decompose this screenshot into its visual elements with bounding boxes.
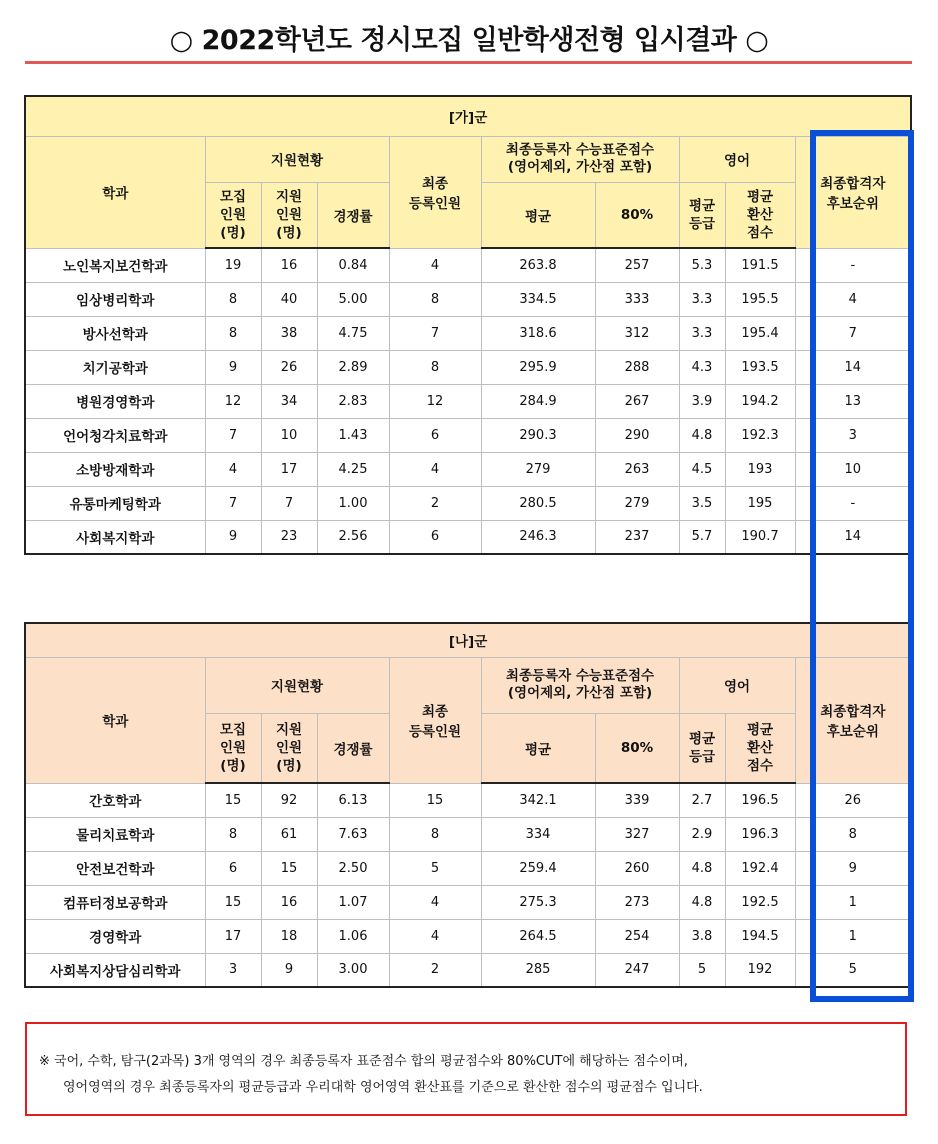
cell-eng-grade: 4.8 [679, 885, 725, 919]
cell-final-enrolled: 6 [389, 520, 481, 554]
cell-ratio: 1.06 [317, 919, 389, 953]
cell-applicants: 7 [261, 486, 317, 520]
cell-ratio: 3.00 [317, 953, 389, 987]
cell-eng-converted: 194.5 [725, 919, 795, 953]
cell-score-avg: 279 [481, 452, 595, 486]
cell-eng-grade: 5.3 [679, 248, 725, 282]
header-ratio: 경쟁률 [317, 713, 389, 783]
table-row [25, 350, 911, 384]
cell-final-enrolled: 2 [389, 953, 481, 987]
cell-applicants: 16 [261, 248, 317, 282]
cell-dept: 임상병리학과 [25, 282, 205, 316]
cell-eng-converted: 196.3 [725, 817, 795, 851]
cell-score-p80: 290 [595, 418, 679, 452]
cell-final-enrolled: 6 [389, 418, 481, 452]
cell-final-enrolled: 4 [389, 248, 481, 282]
group-label: [가]군 [25, 96, 911, 136]
cell-eng-converted: 195 [725, 486, 795, 520]
cell-eng-grade: 2.9 [679, 817, 725, 851]
cell-dept: 사회복지상담심리학과 [25, 953, 205, 987]
cell-score-avg: 295.9 [481, 350, 595, 384]
cell-final-enrolled: 4 [389, 452, 481, 486]
table-row [25, 919, 911, 953]
cell-score-p80: 279 [595, 486, 679, 520]
table-row [25, 248, 911, 282]
cell-waitlist-rank: 3 [795, 418, 911, 452]
cell-ratio: 5.00 [317, 282, 389, 316]
cell-ratio: 6.13 [317, 783, 389, 817]
cell-score-p80: 312 [595, 316, 679, 350]
cell-ratio: 2.56 [317, 520, 389, 554]
header-eng-converted: 평균 환산 점수 [725, 182, 795, 248]
cell-recruit: 15 [205, 885, 261, 919]
cell-recruit: 8 [205, 282, 261, 316]
cell-applicants: 17 [261, 452, 317, 486]
header-ratio: 경쟁률 [317, 182, 389, 248]
cell-score-avg: 342.1 [481, 783, 595, 817]
cell-eng-grade: 3.5 [679, 486, 725, 520]
cell-score-p80: 333 [595, 282, 679, 316]
cell-dept: 치기공학과 [25, 350, 205, 384]
cell-dept: 노인복지보건학과 [25, 248, 205, 282]
header-score-group: 최종등록자 수능표준점수 (영어제외, 가산점 포함) [481, 657, 679, 713]
cell-score-p80: 257 [595, 248, 679, 282]
cell-waitlist-rank: 8 [795, 817, 911, 851]
header-final-enrolled: 최종 등록인원 [389, 657, 481, 783]
header-score-group: 최종등록자 수능표준점수 (영어제외, 가산점 포함) [481, 136, 679, 182]
cell-dept: 컴퓨터정보공학과 [25, 885, 205, 919]
cell-waitlist-rank: 4 [795, 282, 911, 316]
cell-waitlist-rank: 13 [795, 384, 911, 418]
header-eng-grade: 평균 등급 [679, 713, 725, 783]
cell-applicants: 23 [261, 520, 317, 554]
cell-eng-grade: 4.8 [679, 851, 725, 885]
cell-eng-converted: 190.7 [725, 520, 795, 554]
cell-recruit: 4 [205, 452, 261, 486]
cell-ratio: 7.63 [317, 817, 389, 851]
cell-ratio: 1.00 [317, 486, 389, 520]
cell-score-p80: 273 [595, 885, 679, 919]
cell-dept: 방사선학과 [25, 316, 205, 350]
cell-final-enrolled: 4 [389, 919, 481, 953]
cell-eng-converted: 193.5 [725, 350, 795, 384]
cell-waitlist-rank: 5 [795, 953, 911, 987]
cell-eng-converted: 191.5 [725, 248, 795, 282]
cell-applicants: 26 [261, 350, 317, 384]
cell-applicants: 15 [261, 851, 317, 885]
cell-applicants: 34 [261, 384, 317, 418]
header-recruit: 모집 인원 (명) [205, 182, 261, 248]
header-apply-status: 지원현황 [205, 657, 389, 713]
cell-score-avg: 318.6 [481, 316, 595, 350]
cell-score-avg: 263.8 [481, 248, 595, 282]
cell-ratio: 2.50 [317, 851, 389, 885]
cell-score-avg: 259.4 [481, 851, 595, 885]
cell-score-p80: 327 [595, 817, 679, 851]
header-english: 영어 [679, 657, 795, 713]
table-row [25, 783, 911, 817]
header-p80: 80% [595, 713, 679, 783]
cell-waitlist-rank: 10 [795, 452, 911, 486]
title-underline [25, 61, 912, 64]
cell-score-avg: 290.3 [481, 418, 595, 452]
cell-score-p80: 339 [595, 783, 679, 817]
cell-dept: 물리치료학과 [25, 817, 205, 851]
header-p80: 80% [595, 182, 679, 248]
cell-applicants: 16 [261, 885, 317, 919]
cell-eng-grade: 5 [679, 953, 725, 987]
cell-ratio: 4.25 [317, 452, 389, 486]
cell-ratio: 4.75 [317, 316, 389, 350]
cell-final-enrolled: 15 [389, 783, 481, 817]
cell-score-p80: 260 [595, 851, 679, 885]
cell-waitlist-rank: 1 [795, 919, 911, 953]
cell-final-enrolled: 12 [389, 384, 481, 418]
cell-waitlist-rank: - [795, 486, 911, 520]
cell-eng-grade: 5.7 [679, 520, 725, 554]
cell-score-avg: 264.5 [481, 919, 595, 953]
header-waitlist: 최종합격자 후보순위 [795, 657, 911, 783]
header-apply-status: 지원현황 [205, 136, 389, 182]
cell-score-p80: 237 [595, 520, 679, 554]
table-row [25, 384, 911, 418]
cell-dept: 병원경영학과 [25, 384, 205, 418]
cell-recruit: 8 [205, 316, 261, 350]
header-applicants: 지원 인원 (명) [261, 182, 317, 248]
table-row [25, 953, 911, 987]
cell-recruit: 7 [205, 486, 261, 520]
cell-recruit: 7 [205, 418, 261, 452]
footnote-line-2: 영어영역의 경우 최종등록자의 평균등급과 우리대학 영어영역 환산표를 기준으로 환산한 점수의 평균점수 입니다. [63, 1080, 703, 1095]
header-recruit: 모집 인원 (명) [205, 713, 261, 783]
cell-applicants: 40 [261, 282, 317, 316]
cell-final-enrolled: 8 [389, 817, 481, 851]
cell-eng-converted: 192 [725, 953, 795, 987]
table-row [25, 452, 911, 486]
table-row [25, 885, 911, 919]
cell-ratio: 2.89 [317, 350, 389, 384]
cell-final-enrolled: 2 [389, 486, 481, 520]
cell-waitlist-rank: 9 [795, 851, 911, 885]
header-waitlist: 최종합격자 후보순위 [795, 136, 911, 248]
page-title: ○ 2022학년도 정시모집 일반학생전형 입시결과 ○ [169, 25, 769, 56]
header-applicants: 지원 인원 (명) [261, 713, 317, 783]
cell-waitlist-rank: - [795, 248, 911, 282]
cell-recruit: 8 [205, 817, 261, 851]
table-row [25, 817, 911, 851]
cell-applicants: 10 [261, 418, 317, 452]
cell-score-p80: 288 [595, 350, 679, 384]
cell-eng-converted: 195.5 [725, 282, 795, 316]
table-row [25, 418, 911, 452]
results-table-na [24, 622, 912, 988]
cell-eng-grade: 3.8 [679, 919, 725, 953]
cell-recruit: 9 [205, 520, 261, 554]
cell-applicants: 92 [261, 783, 317, 817]
header-dept: 학과 [25, 136, 205, 248]
cell-eng-converted: 194.2 [725, 384, 795, 418]
cell-dept: 소방방재학과 [25, 452, 205, 486]
cell-eng-grade: 4.8 [679, 418, 725, 452]
cell-waitlist-rank: 1 [795, 885, 911, 919]
cell-recruit: 6 [205, 851, 261, 885]
cell-score-p80: 267 [595, 384, 679, 418]
footnote-box [25, 1022, 907, 1116]
cell-final-enrolled: 7 [389, 316, 481, 350]
results-table-ga [24, 95, 912, 555]
cell-recruit: 19 [205, 248, 261, 282]
table-row [25, 520, 911, 554]
cell-dept: 유통마케팅학과 [25, 486, 205, 520]
cell-recruit: 9 [205, 350, 261, 384]
cell-eng-grade: 3.3 [679, 316, 725, 350]
cell-recruit: 15 [205, 783, 261, 817]
cell-final-enrolled: 8 [389, 350, 481, 384]
header-english: 영어 [679, 136, 795, 182]
cell-recruit: 12 [205, 384, 261, 418]
cell-score-avg: 284.9 [481, 384, 595, 418]
cell-eng-grade: 3.3 [679, 282, 725, 316]
cell-eng-grade: 4.3 [679, 350, 725, 384]
cell-waitlist-rank: 7 [795, 316, 911, 350]
cell-score-p80: 263 [595, 452, 679, 486]
header-eng-grade: 평균 등급 [679, 182, 725, 248]
cell-waitlist-rank: 14 [795, 350, 911, 384]
cell-score-avg: 334 [481, 817, 595, 851]
cell-eng-grade: 2.7 [679, 783, 725, 817]
cell-eng-converted: 196.5 [725, 783, 795, 817]
table-row [25, 282, 911, 316]
cell-ratio: 0.84 [317, 248, 389, 282]
header-avg: 평균 [481, 182, 595, 248]
group-label: [나]군 [25, 623, 911, 657]
cell-eng-converted: 195.4 [725, 316, 795, 350]
cell-score-avg: 285 [481, 953, 595, 987]
cell-dept: 안전보건학과 [25, 851, 205, 885]
header-dept: 학과 [25, 657, 205, 783]
cell-score-p80: 254 [595, 919, 679, 953]
cell-final-enrolled: 8 [389, 282, 481, 316]
header-final-enrolled: 최종 등록인원 [389, 136, 481, 248]
cell-applicants: 61 [261, 817, 317, 851]
cell-score-avg: 275.3 [481, 885, 595, 919]
cell-eng-grade: 4.5 [679, 452, 725, 486]
cell-applicants: 18 [261, 919, 317, 953]
cell-eng-grade: 3.9 [679, 384, 725, 418]
cell-dept: 간호학과 [25, 783, 205, 817]
cell-applicants: 38 [261, 316, 317, 350]
cell-eng-converted: 192.4 [725, 851, 795, 885]
cell-ratio: 2.83 [317, 384, 389, 418]
cell-recruit: 3 [205, 953, 261, 987]
cell-score-avg: 246.3 [481, 520, 595, 554]
cell-dept: 언어청각치료학과 [25, 418, 205, 452]
cell-ratio: 1.43 [317, 418, 389, 452]
cell-eng-converted: 192.3 [725, 418, 795, 452]
footnote-line-1: ※ 국어, 수학, 탐구(2과목) 3개 영역의 경우 최종등록자 표준점수 합의 평균점수와 80%CUT에 해당하는 점수이며, [39, 1054, 688, 1069]
cell-waitlist-rank: 14 [795, 520, 911, 554]
header-eng-converted: 평균 환산 점수 [725, 713, 795, 783]
table-row [25, 486, 911, 520]
cell-eng-converted: 192.5 [725, 885, 795, 919]
cell-eng-converted: 193 [725, 452, 795, 486]
cell-score-avg: 280.5 [481, 486, 595, 520]
table-row [25, 851, 911, 885]
cell-dept: 경영학과 [25, 919, 205, 953]
table-row [25, 316, 911, 350]
cell-ratio: 1.07 [317, 885, 389, 919]
cell-waitlist-rank: 26 [795, 783, 911, 817]
cell-final-enrolled: 5 [389, 851, 481, 885]
cell-applicants: 9 [261, 953, 317, 987]
cell-score-p80: 247 [595, 953, 679, 987]
cell-dept: 사회복지학과 [25, 520, 205, 554]
waitlist-highlight-box [810, 130, 914, 1002]
cell-score-avg: 334.5 [481, 282, 595, 316]
cell-final-enrolled: 4 [389, 885, 481, 919]
cell-recruit: 17 [205, 919, 261, 953]
header-avg: 평균 [481, 713, 595, 783]
